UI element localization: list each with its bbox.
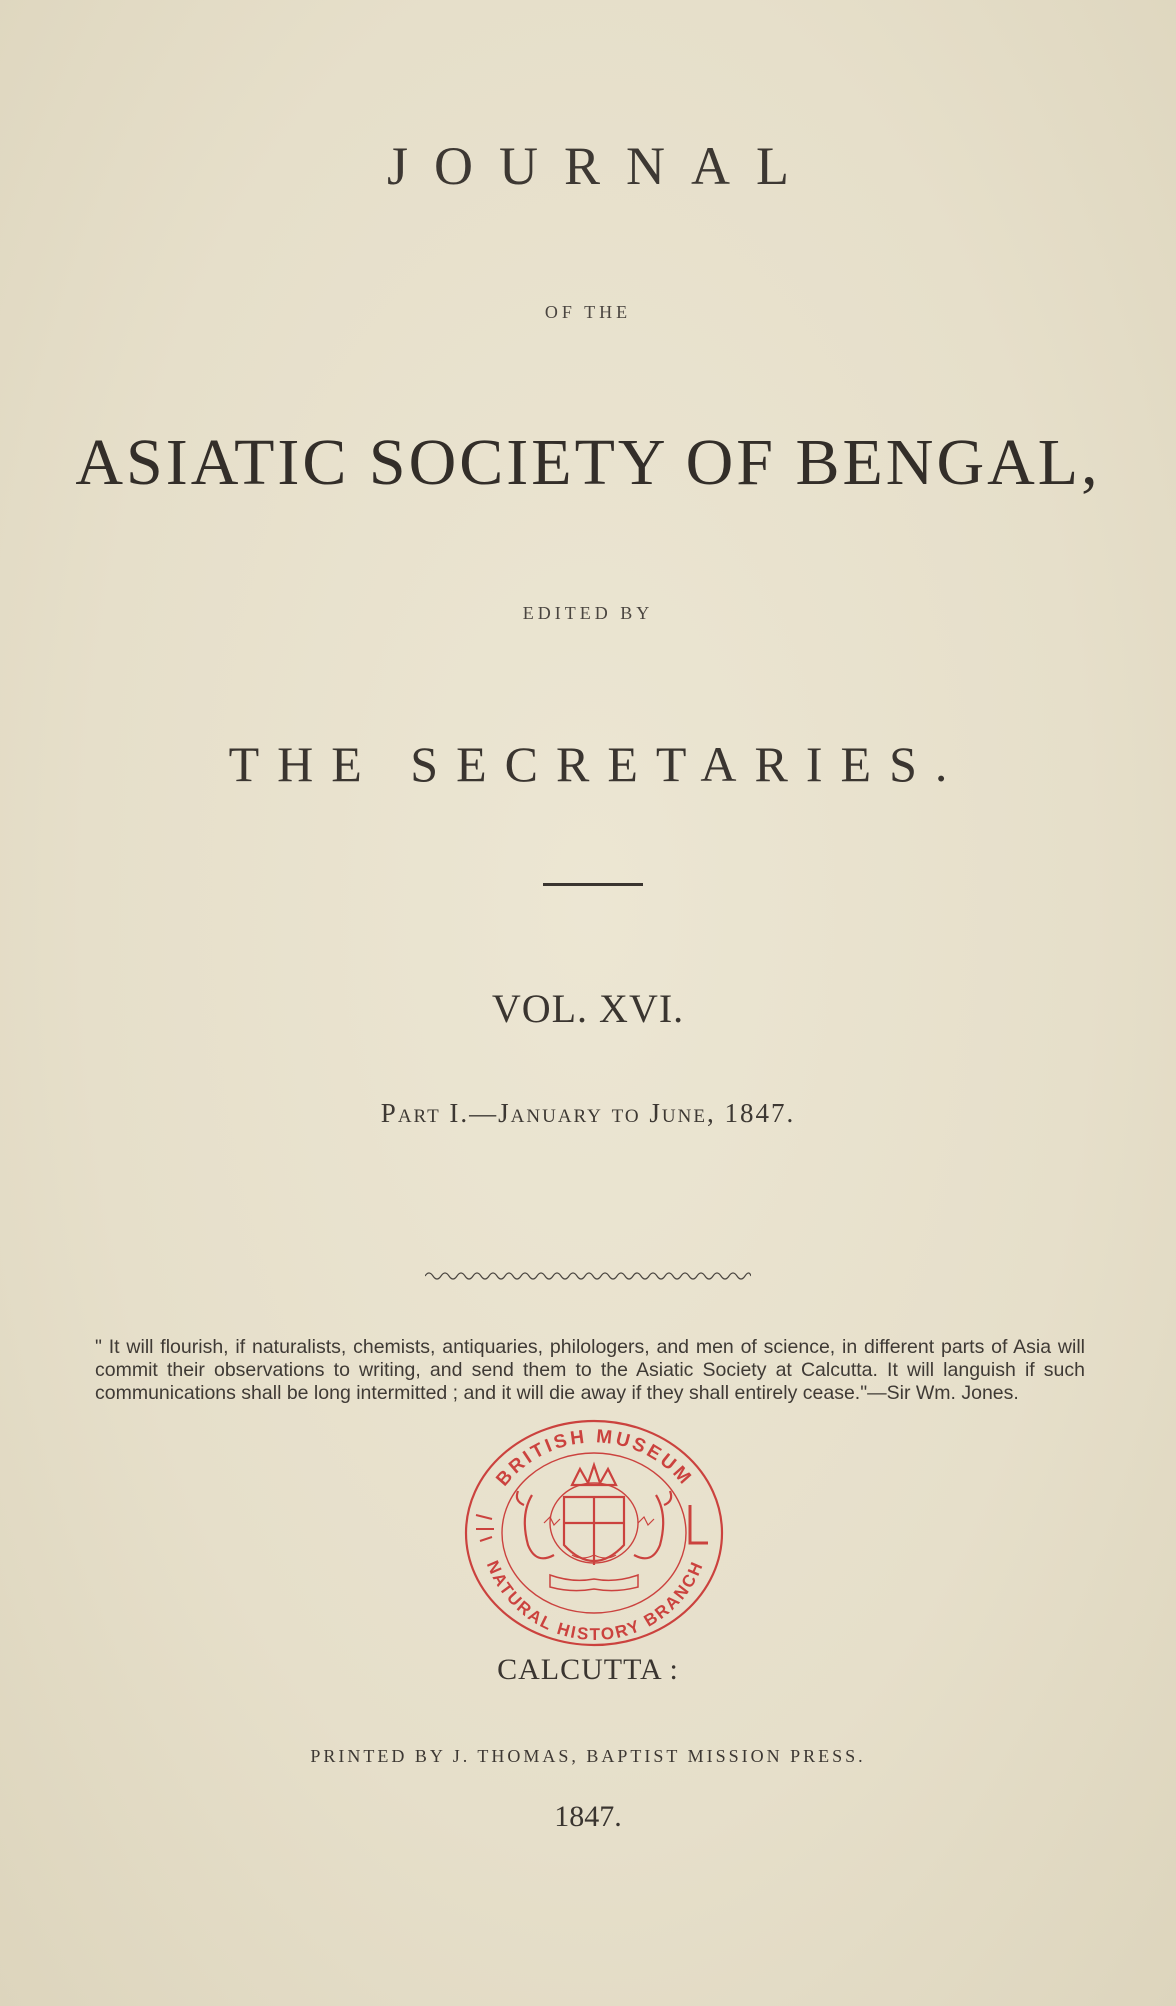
volume-label: VOL. XVI. (491, 986, 685, 1031)
edited-by-text: EDITED BY (522, 603, 654, 623)
place-of-publication: CALCUTTA : (497, 1653, 679, 1686)
epigraph-quote: " It will flourish, if naturalists, chemists, antiquaries, philologers, and men of science, in different parts of Asia will commit their observations to writing, and send them to the Asiatic Society at Calcutta. It will languish if such communications shall be long intermitted ; and it will die away if they shall entirely cease."—Sir Wm. Jones. (95, 1336, 1085, 1404)
museum-stamp-icon (432, 1405, 757, 1655)
editors-text: THE SECRETARIES. (228, 736, 966, 792)
wavy-divider (425, 1268, 751, 1280)
printer-line: PRINTED BY J. THOMAS, BAPTIST MISSION PRESS. (310, 1746, 866, 1766)
divider-rule (543, 883, 643, 886)
journal-heading: JOURNAL (386, 136, 815, 196)
svg-text:NATURAL HISTORY BRANCH: NATURAL HISTORY BRANCH (482, 1557, 708, 1645)
part-label: Part I.—January to June, 1847. (380, 1098, 796, 1128)
of-the-text: OF THE (544, 302, 632, 322)
society-title: ASIATIC SOCIETY OF BENGAL, (75, 426, 1101, 499)
svg-text:BRITISH MUSEUM: BRITISH MUSEUM (492, 1426, 697, 1491)
publication-year: 1847. (554, 1800, 622, 1833)
